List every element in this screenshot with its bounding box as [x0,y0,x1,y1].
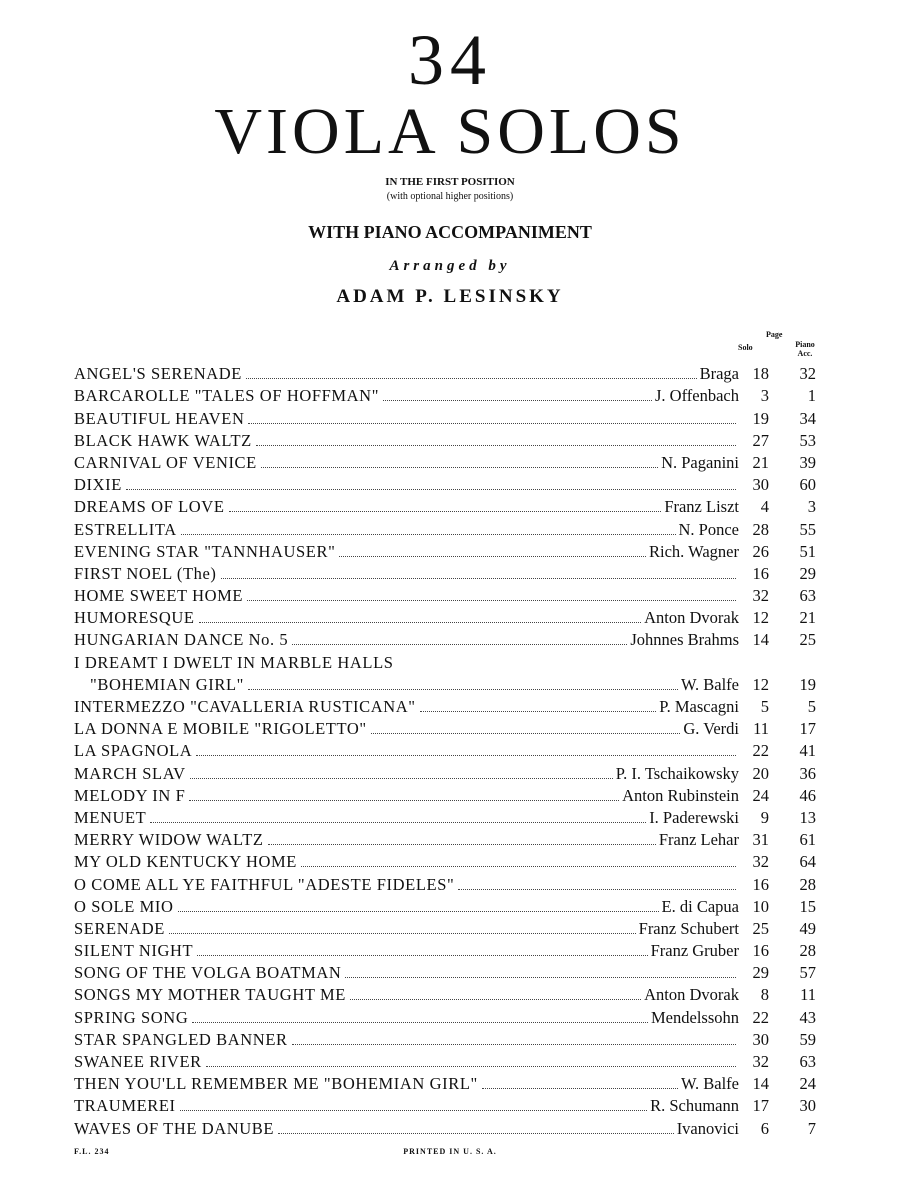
composer-name: G. Verdi [683,719,739,739]
contents-row [74,983,824,1005]
contents-row [74,362,824,384]
contents-row [74,695,824,717]
piece-title: MY OLD KENTUCKY HOME [74,852,297,872]
contents-row [74,1005,824,1027]
composer-name: Rich. Wagner [648,541,739,561]
piece-title: STAR SPANGLED BANNER [74,1029,288,1049]
piece-title: DIXIE [74,475,122,495]
contents-row [74,606,824,628]
composer-name: R. Schumann [650,1096,739,1116]
piano-page-number: 51 [799,541,816,561]
contents-row [74,739,824,761]
piece-title: HOME SWEET HOME [74,586,244,606]
dot-leader [256,445,736,446]
contents-row [74,806,824,828]
piece-title: LA SPAGNOLA [74,741,193,761]
dot-leader [192,1022,648,1023]
solo-page-number: 16 [752,563,769,583]
piece-title: SONG OF THE VOLGA BOATMAN [74,963,342,983]
solo-page-number: 32 [752,586,769,606]
contents-list [74,362,824,1139]
contents-row [74,961,824,983]
piano-page-number: 17 [799,719,816,739]
solo-page-number: 22 [752,1007,769,1027]
solo-page-number: 11 [753,719,769,739]
solo-page-number: 30 [752,1029,769,1049]
piece-title: BEAUTIFUL HEAVEN [74,408,245,428]
page-title: VIOLA SOLOS [214,95,686,168]
piano-page-number: 25 [799,630,816,650]
piece-title: HUNGARIAN DANCE No. 5 [74,630,289,650]
piece-title: LA DONNA E MOBILE "RIGOLETTO" [74,719,367,739]
piece-title: MARCH SLAV [74,763,186,783]
piece-title: WAVES OF THE DANUBE [74,1118,275,1138]
piano-page-number: 21 [799,608,816,628]
solo-page-number: 16 [752,874,769,894]
piano-page-number: 64 [799,852,816,872]
piece-title: SILENT NIGHT [74,941,194,961]
composer-name: Franz Lehar [658,830,739,850]
contents-row [74,628,824,650]
composer-name: N. Ponce [678,519,739,539]
contents-row [74,828,824,850]
solo-page-number: 8 [760,985,769,1005]
piano-page-number: 49 [799,918,816,938]
piano-page-number: 60 [799,475,816,495]
piece-title: O SOLE MIO [74,896,174,916]
dot-leader [206,1066,736,1067]
dot-leader [278,1133,674,1134]
accompaniment-subtitle: WITH PIANO ACCOMPANIMENT [308,222,592,242]
dot-leader [345,977,736,978]
piano-page-number: 36 [799,763,816,783]
solo-page-number: 14 [752,630,769,650]
composer-name: Johnnes Brahms [630,630,739,650]
solo-page-number: 3 [760,386,769,406]
contents-row [74,761,824,783]
solo-page-number: 30 [752,475,769,495]
contents-row [74,406,824,428]
contents-row [74,1072,824,1094]
dot-leader [261,467,658,468]
piece-title: EVENING STAR "TANNHAUSER" [74,541,336,561]
piece-title: THEN YOU'LL REMEMBER ME "BOHEMIAN GIRL" [74,1074,478,1094]
dot-leader [126,489,736,490]
contents-row [74,473,824,495]
piece-title: SWANEE RIVER [74,1052,202,1071]
piece-title: SONGS MY MOTHER TAUGHT ME [74,985,346,1005]
contents-row [74,1028,824,1050]
contents-row [74,517,824,539]
solo-page-number: 12 [752,608,769,628]
arranger-name: ADAM P. LESINSKY [336,286,564,307]
solo-page-number: 21 [752,452,769,472]
solo-page-number: 31 [752,830,769,850]
composer-name: Anton Rubinstein [622,785,739,805]
piano-page-number: 28 [799,874,816,894]
dot-leader [150,822,646,823]
contents-row [74,1116,824,1138]
solo-page-number: 27 [752,430,769,450]
dot-leader [301,866,736,867]
dot-leader [371,733,681,734]
solo-page-number: 20 [752,763,769,783]
piano-page-number: 43 [799,1007,816,1027]
dot-leader [196,755,736,756]
piece-title: O COME ALL YE FAITHFUL "ADESTE FIDELES" [74,874,455,894]
dot-leader [339,556,646,557]
contents-row [74,451,824,473]
solo-page-number: 18 [752,364,769,384]
contents-row [74,673,824,695]
dot-leader [190,778,613,779]
solo-page-number: 5 [760,697,769,716]
piece-title: ANGEL'S SERENADE [74,364,242,384]
piano-page-number: 30 [799,1096,816,1116]
piece-title: SERENADE [74,918,165,938]
piano-page-number: 63 [799,1052,816,1071]
solo-page-number: 32 [752,1052,769,1071]
printed-note: PRINTED IN U. S. A. [403,1147,497,1156]
piece-title: "BOHEMIAN GIRL" [90,674,245,694]
dot-leader [246,378,697,379]
dot-leader [248,689,678,690]
dot-leader [221,578,736,579]
contents-row [74,917,824,939]
piano-page-number: 46 [799,785,816,805]
composer-name: I. Paderewski [649,807,739,827]
piece-title: DREAMS OF LOVE [74,497,225,517]
dot-leader [199,622,642,623]
piano-page-number: 3 [807,497,816,517]
dot-leader [169,933,636,934]
dot-leader [292,1044,736,1045]
piece-title: MELODY IN F [74,785,186,805]
solo-page-number: 29 [752,963,769,983]
solo-page-number: 10 [752,896,769,916]
composer-name: W. Balfe [680,674,739,694]
piano-page-number: 28 [799,941,816,961]
piano-page-number: 24 [799,1074,816,1094]
dot-leader [268,844,656,845]
solo-page-number: 32 [752,852,769,872]
dot-leader [178,911,659,912]
solo-page-number: 22 [752,741,769,761]
solo-page-number: 14 [752,1074,769,1094]
piece-title: ESTRELLITA [74,519,177,539]
contents-row [74,717,824,739]
contents-row [74,650,824,672]
composer-name: Franz Gruber [650,941,739,961]
contents-row [74,872,824,894]
contents-row [74,495,824,517]
contents-row [74,1094,824,1116]
piece-title: CARNIVAL OF VENICE [74,452,257,472]
piano-page-number: 32 [799,364,816,384]
dot-leader [180,1110,647,1111]
composer-name: W. Balfe [680,1074,739,1094]
piece-title: MERRY WIDOW WALTZ [74,830,264,850]
contents-row [74,584,824,606]
piano-page-number: 57 [799,963,816,983]
piece-title: FIRST NOEL (The) [74,563,217,583]
dot-leader [247,600,736,601]
optional-positions-note: (with optional higher positions) [386,191,514,202]
column-header-piano: Piano Acc. [795,340,815,358]
piano-page-number: 1 [807,386,816,406]
piano-page-number: 41 [799,741,816,761]
piece-title: MENUET [74,807,147,827]
solo-page-number: 26 [752,541,769,561]
piano-page-number: 63 [799,586,816,606]
solo-page-number: 9 [760,807,769,827]
catalog-number: F.L. 234 [74,1147,110,1156]
dot-leader [482,1088,678,1089]
dot-leader [292,644,627,645]
solo-page-number: 19 [752,408,769,428]
piano-page-number: 59 [799,1029,816,1049]
piano-page-number: 61 [799,830,816,850]
solo-page-number: 24 [752,785,769,805]
piano-page-number: 7 [807,1118,816,1138]
piece-title: SPRING SONG [74,1007,189,1027]
dot-leader [383,400,652,401]
column-header-page: Page [766,330,783,339]
solo-page-number: 12 [752,674,769,694]
piano-page-number: 11 [800,985,816,1005]
solo-page-number: 25 [752,918,769,938]
composer-name: Mendelssohn [651,1007,739,1027]
contents-row [74,562,824,584]
solo-page-number: 4 [760,497,769,517]
dot-leader [350,999,641,1000]
composer-name: Braga [699,364,739,384]
arranged-by-label: Arranged by [389,258,511,274]
contents-row [74,1050,824,1072]
dot-leader [189,800,619,801]
piece-title: BLACK HAWK WALTZ [74,430,252,450]
dot-leader [197,955,647,956]
composer-name: Anton Dvorak [644,985,739,1005]
composer-name: N. Paganini [661,452,739,472]
position-subtitle: IN THE FIRST POSITION [385,176,515,188]
composer-name: P. Mascagni [659,697,739,716]
piano-page-number: 29 [799,563,816,583]
piano-page-number: 13 [799,807,816,827]
contents-row [74,895,824,917]
contents-row [74,384,824,406]
piece-title: INTERMEZZO "CAVALLERIA RUSTICANA" [74,697,416,716]
contents-row [74,939,824,961]
composer-name: E. di Capua [661,896,739,916]
dot-leader [229,511,662,512]
composer-name: Franz Schubert [638,918,739,938]
piano-page-number: 39 [799,452,816,472]
solo-page-number: 16 [752,941,769,961]
piece-title: TRAUMEREI [74,1096,176,1116]
piece-title: I DREAMT I DWELT IN MARBLE HALLS [74,652,394,672]
contents-row [74,850,824,872]
composer-name: Ivanovici [676,1118,739,1138]
piece-title: HUMORESQUE [74,608,195,628]
contents-row [74,429,824,451]
dot-leader [458,889,736,890]
piano-page-number: 55 [799,519,816,539]
contents-row [74,784,824,806]
piece-title: BARCAROLLE "TALES OF HOFFMAN" [74,386,380,406]
dot-leader [248,423,736,424]
piano-page-number: 5 [807,697,816,716]
composer-name: Anton Dvorak [644,608,739,628]
piano-page-number: 34 [799,408,816,428]
contents-row [74,540,824,562]
dot-leader [420,711,657,712]
piano-page-number: 19 [799,674,816,694]
dot-leader [181,534,676,535]
composer-name: P. I. Tschaikowsky [615,763,739,783]
composer-name: Franz Liszt [664,497,739,517]
composer-name: J. Offenbach [655,386,739,406]
collection-number: 34 [408,20,492,100]
piano-page-number: 15 [799,896,816,916]
solo-page-number: 28 [752,519,769,539]
piano-page-number: 53 [799,430,816,450]
solo-page-number: 17 [752,1096,769,1116]
solo-page-number: 6 [760,1118,769,1138]
column-header-solo: Solo [738,343,753,352]
